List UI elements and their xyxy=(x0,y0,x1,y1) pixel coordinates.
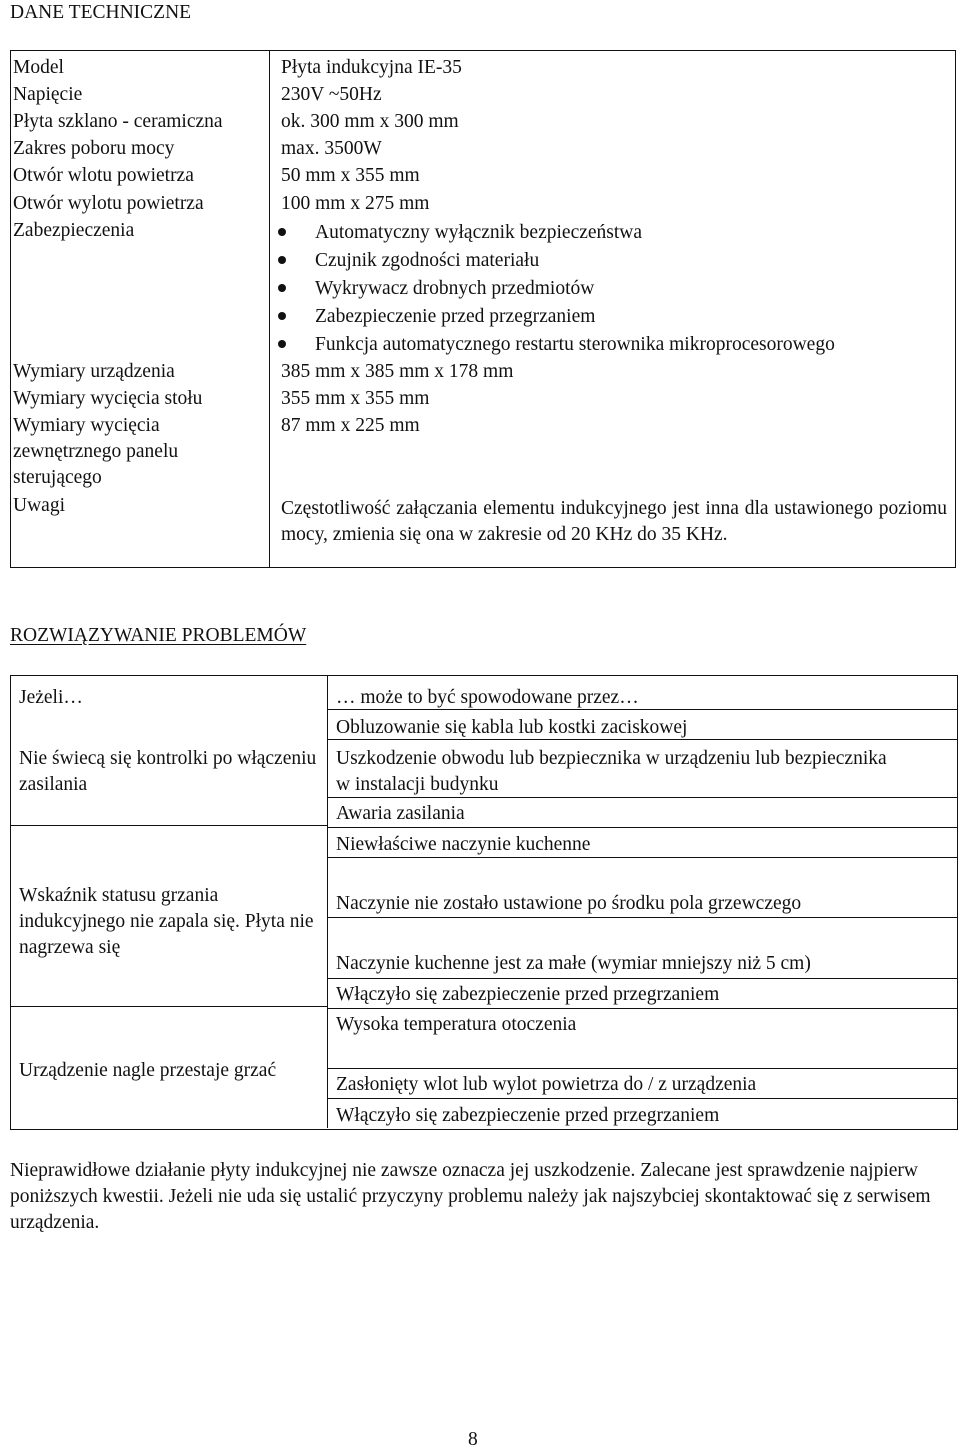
spec-value: max. 3500W xyxy=(281,138,382,159)
spec-label: Uwagi xyxy=(13,495,65,516)
column-divider xyxy=(269,51,270,567)
cause-text: Niewłaściwe naczynie kuchenne xyxy=(336,834,591,855)
cause-text: Awaria zasilania xyxy=(336,803,465,824)
problem-text: Wskaźnik statusu grzania indukcyjnego nie zapala się. Płyta nie nagrzewa się xyxy=(19,885,314,958)
section-heading-troubleshooting: ROZWIĄZYWANIE PROBLEMÓW xyxy=(10,625,307,646)
problem-text: Urządzenie nagle przestaje grzać xyxy=(19,1060,277,1081)
spec-value: ok. 300 mm x 300 mm xyxy=(281,111,459,132)
spec-value: 385 mm x 385 mm x 178 mm xyxy=(281,361,514,382)
troubleshooting-table xyxy=(10,675,958,1130)
cause-text: Naczynie nie zostało ustawione po środku pola grzewczego xyxy=(336,893,802,914)
row-divider xyxy=(327,917,957,918)
row-divider xyxy=(327,1008,957,1009)
spec-label: Otwór wlotu powietrza xyxy=(13,165,194,186)
column-header-cause: … może to być spowodowane przez… xyxy=(336,687,639,708)
spec-label: Model xyxy=(13,57,64,78)
spec-label: Płyta szklano - ceramiczna xyxy=(13,111,223,132)
cause-text: Naczynie kuchenne jest za małe (wymiar mniejszy niż 5 cm) xyxy=(336,953,811,974)
spec-value: 87 mm x 225 mm xyxy=(281,415,420,436)
column-divider xyxy=(327,676,328,1128)
cause-text: Wysoka temperatura otoczenia xyxy=(336,1014,577,1035)
row-divider xyxy=(327,739,957,740)
spec-label-line: Wymiary wycięcia xyxy=(13,415,160,436)
row-divider xyxy=(11,1006,327,1007)
section-heading-technical-data: DANE TECHNICZNE xyxy=(10,2,192,23)
spec-label-line: zewnętrznego panelu xyxy=(13,441,179,462)
protection-item: Funkcja automatycznego restartu sterownika mikroprocesorowego xyxy=(315,334,835,355)
footer-paragraph: Nieprawidłowe działanie płyty indukcyjnej nie zawsze oznacza jej uszkodzenie. Zalecane jest sprawdzenie najpierw poniższych kwestii. Jeżeli nie uda się ustalić przyczyny problemu należy jak najszybciej skontaktować się z serwisem urządzenia. xyxy=(10,1160,931,1233)
column-header-if: Jeżeli… xyxy=(19,687,83,708)
protection-item: Zabezpieczenie przed przegrzaniem xyxy=(315,306,596,327)
spec-label: Zabezpieczenia xyxy=(13,220,135,241)
row-divider xyxy=(327,1098,957,1099)
spec-value: 355 mm x 355 mm xyxy=(281,388,430,409)
protection-item: Czujnik zgodności materiału xyxy=(315,250,540,271)
row-divider xyxy=(327,1068,957,1069)
row-divider xyxy=(11,825,327,826)
spec-label: Wymiary urządzenia xyxy=(13,361,175,382)
cause-text: Uszkodzenie obwodu lub bezpiecznika w urządzeniu lub bezpiecznika w instalacji budynku xyxy=(336,748,887,795)
spec-label-line: sterującego xyxy=(13,467,102,488)
spec-value: 50 mm x 355 mm xyxy=(281,165,420,186)
spec-label: Otwór wylotu powietrza xyxy=(13,193,204,214)
cause-text: Zasłonięty wlot lub wylot powietrza do / z urządzenia xyxy=(336,1074,757,1095)
notes-value: Częstotliwość załączania elementu indukcyjnego jest inna dla ustawionego poziomu mocy, zmienia się ona w zakresie od 20 KHz do 35 KHz. xyxy=(281,498,947,545)
page-number: 8 xyxy=(468,1429,478,1450)
spec-label: Wymiary wycięcia stołu xyxy=(13,388,203,409)
cause-text: Włączyło się zabezpieczenie przed przegrzaniem xyxy=(336,984,720,1005)
spec-value: Płyta indukcyjna IE-35 xyxy=(281,57,462,78)
technical-data-table xyxy=(10,50,956,568)
cause-text: Włączyło się zabezpieczenie przed przegrzaniem xyxy=(336,1105,720,1126)
spec-label: Zakres poboru mocy xyxy=(13,138,175,159)
protection-item: Automatyczny wyłącznik bezpieczeństwa xyxy=(315,222,643,243)
protection-item: Wykrywacz drobnych przedmiotów xyxy=(315,278,595,299)
row-divider xyxy=(327,709,957,710)
problem-text: Nie świecą się kontrolki po włączeniu zasilania xyxy=(19,748,317,795)
cause-text: Obluzowanie się kabla lub kostki zaciskowej xyxy=(336,717,688,738)
spec-label: Napięcie xyxy=(13,84,83,105)
spec-value: 100 mm x 275 mm xyxy=(281,193,430,214)
row-divider xyxy=(327,827,957,828)
row-divider xyxy=(327,978,957,979)
spec-value: 230V ~50Hz xyxy=(281,84,382,105)
row-divider xyxy=(327,857,957,858)
